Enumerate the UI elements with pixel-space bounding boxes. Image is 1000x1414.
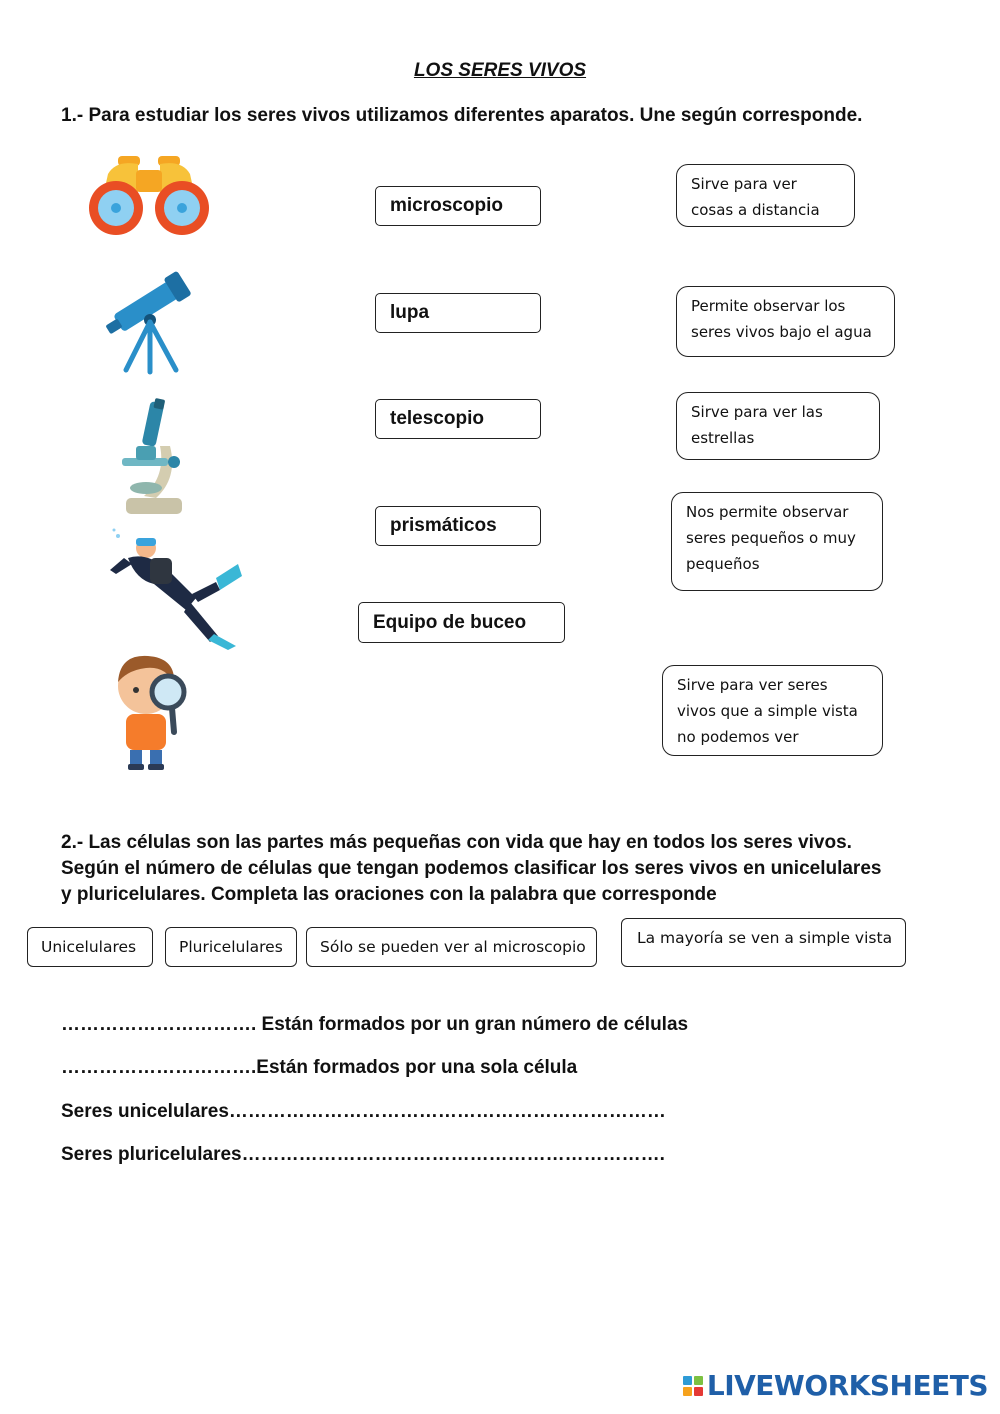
logo-mark-icon xyxy=(683,1376,703,1396)
page-title: LOS SERES VIVOS xyxy=(413,60,587,81)
question-2-prompt xyxy=(61,830,881,908)
word-box-prismaticos[interactable]: prismáticos xyxy=(375,506,541,546)
child-magnifier-icon xyxy=(106,652,196,774)
word-box-microscopio[interactable]: microscopio xyxy=(375,186,541,226)
question-1-prompt: 1.- Para estudiar los seres vivos utilizamos diferentes aparatos. Une según corresponde. xyxy=(61,105,863,126)
sentence-seres-pluricelulares[interactable]: Seres pluricelulares…………………………………………………………. xyxy=(61,1144,665,1165)
logo-text: LIVEWORKSHEETS xyxy=(706,1369,988,1402)
description-box-microscopic[interactable]: Sirve para ver seres vivos que a simple vista no podemos ver xyxy=(662,665,883,756)
word-box-equipo-de-buceo[interactable]: Equipo de buceo xyxy=(358,602,565,643)
telescope-icon xyxy=(98,262,198,374)
sentence-unicelulares[interactable]: ………………………….Están formados por una sola célula xyxy=(61,1057,578,1078)
word-box-telescopio[interactable]: telescopio xyxy=(375,399,541,439)
liveworksheets-logo xyxy=(683,1369,988,1402)
description-box-small[interactable]: Nos permite observar seres pequeños o muy pequeños xyxy=(671,492,883,591)
word-box-lupa[interactable]: lupa xyxy=(375,293,541,333)
description-box-stars[interactable]: Sirve para ver las estrellas xyxy=(676,392,880,460)
sentence-pluricelulares[interactable]: …………………………. Están formados por un gran número de células xyxy=(61,1014,689,1035)
option-solo-microscopio[interactable]: Sólo se pueden ver al microscopio xyxy=(306,927,597,967)
diver-icon xyxy=(106,528,246,650)
sentence-seres-unicelulares[interactable]: Seres unicelulares…………………………………………………………… xyxy=(61,1101,666,1122)
microscope-icon xyxy=(116,398,188,520)
question-2-line: 2.- Las células son las partes más pequeñas con vida que hay en todos los seres vivos. xyxy=(61,832,852,853)
question-2-line: y pluricelulares. Completa las oraciones con la palabra que corresponde xyxy=(61,884,717,905)
description-box-distance[interactable]: Sirve para ver cosas a distancia xyxy=(676,164,855,227)
binoculars-icon xyxy=(86,152,212,238)
description-box-underwater[interactable]: Permite observar los seres vivos bajo el agua xyxy=(676,286,895,357)
option-pluricelulares[interactable]: Pluricelulares xyxy=(165,927,297,967)
option-unicelulares[interactable]: Unicelulares xyxy=(27,927,153,967)
option-simple-vista[interactable]: La mayoría se ven a simple vista xyxy=(621,918,906,967)
question-2-line: Según el número de células que tengan podemos clasificar los seres vivos en unicelulares xyxy=(61,858,882,879)
